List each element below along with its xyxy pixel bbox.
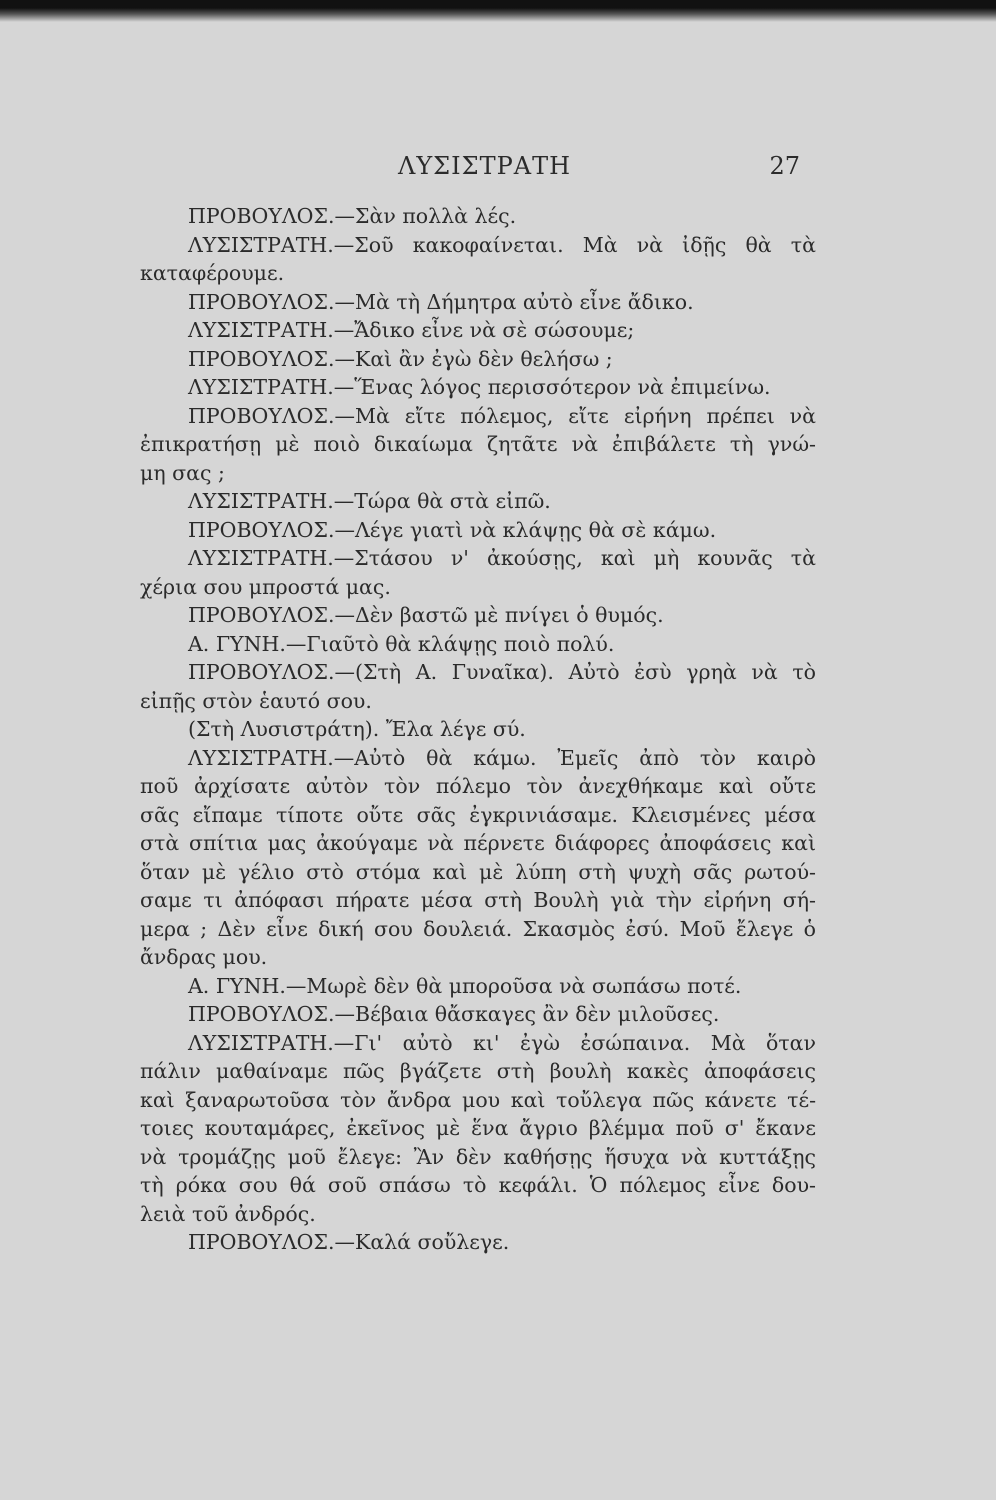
text-line: τὴ ρόκα σου θά σοῦ σπάσω τὸ κεφάλι. Ὁ πόλεμος εἶνε δου- — [140, 1173, 816, 1197]
text-line: καταφέρουμε. — [140, 261, 285, 285]
text-line: ΛΥΣΙΣΤΡΑΤΗ.—Τώρα θὰ στὰ εἰπῶ. — [188, 489, 551, 513]
text-line: ΛΥΣΙΣΤΡΑΤΗ.—Γι' αὐτὸ κι' ἐγὼ ἐσώπαινα. Μὰ ὅταν — [188, 1030, 816, 1055]
text-line: νὰ τρομάζῃς μοῦ ἔλεγε: Ἂν δὲν καθήσῃς ἥσυχα νὰ κυττάξῃς — [140, 1144, 816, 1169]
text-line: (Στὴ Λυσιστράτη). Ἔλα λέγε σύ. — [188, 717, 526, 741]
text-line: τοιες κουταμάρες, ἐκεῖνος μὲ ἕνα ἄγριο βλέμμα ποῦ σ' ἔκανε — [140, 1116, 816, 1140]
text-line: ΛΥΣΙΣΤΡΑΤΗ.—Αὐτὸ θὰ κάμω. Ἐμεῖς ἀπὸ τὸν καιρὸ — [188, 745, 816, 770]
text-line: ΠΡΟΒΟΥΛΟΣ.—(Στὴ Α. Γυναῖκα). Αὐτὸ ἐσὺ γρηὰ νὰ τὸ — [188, 660, 816, 684]
text-line: σᾶς εἴπαμε τίποτε οὔτε σᾶς ἐγκρινιάσαμε. Κλεισμένες μέσα — [140, 802, 816, 827]
text-line: ΛΥΣΙΣΤΡΑΤΗ.—Ἄδικο εἶνε νὰ σὲ σώσουμε; — [188, 318, 635, 342]
text-line: ΠΡΟΒΟΥΛΟΣ.—Καὶ ἂν ἐγὼ δὲν θελήσω ; — [188, 346, 613, 371]
running-head: ΛΥΣΙΣΤΡΑΤΗ — [398, 152, 572, 180]
text-line: χέρια σου μπροστά μας. — [140, 574, 391, 599]
text-line: ΛΥΣΙΣΤΡΑΤΗ.—Ἕνας λόγος περισσότερον νὰ ἐπιμείνω. — [188, 375, 771, 399]
text-line: ΠΡΟΒΟΥΛΟΣ.—Βέβαια θἄσκαγες ἂν δὲν μιλοῦσες. — [188, 1002, 720, 1026]
text-line: ΠΡΟΒΟΥΛΟΣ.—Μὰ εἴτε πόλεμος, εἴτε εἰρήνη πρέπει νὰ — [188, 403, 816, 428]
text-line: λειὰ τοῦ ἀνδρός. — [140, 1201, 316, 1226]
text-line: Α. ΓΥΝΗ.—Μωρὲ δὲν θὰ μποροῦσα νὰ σωπάσω ποτέ. — [188, 973, 742, 998]
text-line: σαμε τι ἀπόφασι πήρατε μέσα στὴ Βουλὴ γιὰ τὴν εἰρήνη σή- — [140, 888, 816, 912]
text-line: ἐπικρατήσῃ μὲ ποιὸ δικαίωμα ζητᾶτε νὰ ἐπιβάλετε τὴ γνώ- — [140, 432, 816, 456]
text-line: ΠΡΟΒΟΥΛΟΣ.—Μὰ τὴ Δήμητρα αὐτὸ εἶνε ἄδικο. — [188, 289, 694, 314]
text-line: ποῦ ἀρχίσατε αὐτὸν τὸν πόλεμο τὸν ἀνεχθήκαμε καὶ οὔτε — [140, 774, 816, 798]
text-line: ΠΡΟΒΟΥΛΟΣ.—Λέγε γιατὶ νὰ κλάψῃς θὰ σὲ κάμω. — [188, 517, 717, 542]
text-line: μη σας ; — [140, 460, 225, 485]
text-line: ΛΥΣΙΣΤΡΑΤΗ.—Στάσου ν' ἀκούσῃς, καὶ μὴ κουνᾶς τὰ — [188, 546, 816, 570]
text-line: ὅταν μὲ γέλιο στὸ στόμα καὶ μὲ λύπη στὴ ψυχὴ σᾶς ρωτού- — [140, 859, 816, 884]
text-line: στὰ σπίτια μας ἀκούγαμε νὰ πέρνετε διάφορες ἀποφάσεις καὶ — [140, 831, 816, 855]
text-line: εἰπῇς στὸν ἑαυτό σου. — [140, 688, 372, 713]
text-line: μερα ; Δὲν εἶνε δική σου δουλειά. Σκασμὸς ἐσύ. Μοῦ ἔλεγε ὁ — [140, 916, 816, 941]
page-number: 27 — [769, 152, 800, 180]
page-header — [140, 152, 800, 182]
text-line: ΠΡΟΒΟΥΛΟΣ.—Σὰν πολλὰ λές. — [188, 204, 517, 228]
text-line: Α. ΓΥΝΗ.—Γιαῦτὸ θὰ κλάψῃς ποιὸ πολύ. — [188, 631, 615, 656]
text-line: ἄνδρας μου. — [140, 945, 268, 969]
text-line: ΛΥΣΙΣΤΡΑΤΗ.—Σοῦ κακοφαίνεται. Μὰ νὰ ἰδῇς θὰ τὰ — [188, 232, 816, 257]
text-line: πάλιν μαθαίναμε πῶς βγάζετε στὴ βουλὴ κακὲς ἀποφάσεις — [140, 1059, 816, 1083]
text-line: καὶ ξαναρωτοῦσα τὸν ἄνδρα μου καὶ τοὔλεγα πῶς κάνετε τέ- — [140, 1087, 816, 1112]
dialogue-text — [140, 202, 816, 1257]
text-line: ΠΡΟΒΟΥΛΟΣ.—Δὲν βαστῶ μὲ πνίγει ὁ θυμός. — [188, 603, 664, 627]
text-line: ΠΡΟΒΟΥΛΟΣ.—Καλά σοὔλεγε. — [188, 1230, 510, 1254]
